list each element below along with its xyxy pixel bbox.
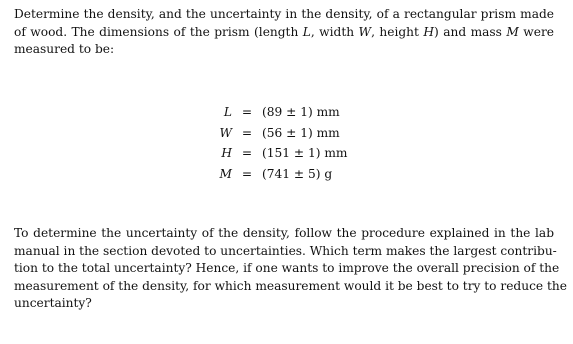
question-line-3: tion to the total uncertainty? Hence, if one wants to improve the overall precision of the [14, 261, 560, 276]
question-line-2: manual in the section devoted to uncertainties. Which term makes the largest contribu- [14, 243, 557, 258]
intro-text-segment: of wood. The dimensions of the prism (length [14, 24, 303, 39]
equals-sign: = [241, 125, 253, 140]
variable-symbol: W [219, 125, 232, 140]
measurement-value: (56 ± 1) mm [262, 125, 340, 140]
equals-sign: = [241, 105, 253, 119]
length-symbol: L [302, 24, 311, 39]
variable-symbol: L [223, 105, 232, 119]
measurement-equations [200, 102, 347, 184]
question-line-5: uncertainty? [14, 296, 92, 311]
measurement-value: (89 ± 1) mm [262, 105, 340, 119]
measurement-value: (741 ± 5) g [262, 166, 333, 181]
equals-sign: = [241, 146, 253, 161]
measurement-row-width [200, 123, 347, 144]
intro-line-3: measured to be: [14, 42, 115, 57]
height-symbol: H [423, 24, 434, 39]
problem-question [14, 225, 567, 313]
width-symbol: W [358, 24, 372, 39]
intro-line-2 [14, 24, 554, 42]
measurement-row-height [200, 143, 347, 164]
equals-sign: = [241, 166, 253, 181]
problem-intro [14, 6, 554, 59]
intro-text-segment: , width [310, 24, 359, 39]
mass-symbol: M [506, 24, 519, 39]
intro-text-segment: ) and mass [434, 24, 507, 39]
intro-text-segment: , height [371, 24, 424, 39]
variable-symbol: H [221, 146, 232, 161]
variable-symbol: M [219, 166, 232, 181]
question-line-4: measurement of the density, for which measurement would it be best to try to reduce the [14, 278, 567, 293]
intro-line-1: Determine the density, and the uncertainty in the density, of a rectangular prism made [14, 7, 554, 21]
measurement-row-mass [200, 164, 347, 185]
question-line-1: To determine the uncertainty of the density, follow the procedure explained in the lab [14, 226, 554, 240]
measurement-value: (151 ± 1) mm [262, 146, 348, 161]
intro-text-segment: were [518, 24, 554, 39]
measurement-row-length [200, 102, 347, 123]
